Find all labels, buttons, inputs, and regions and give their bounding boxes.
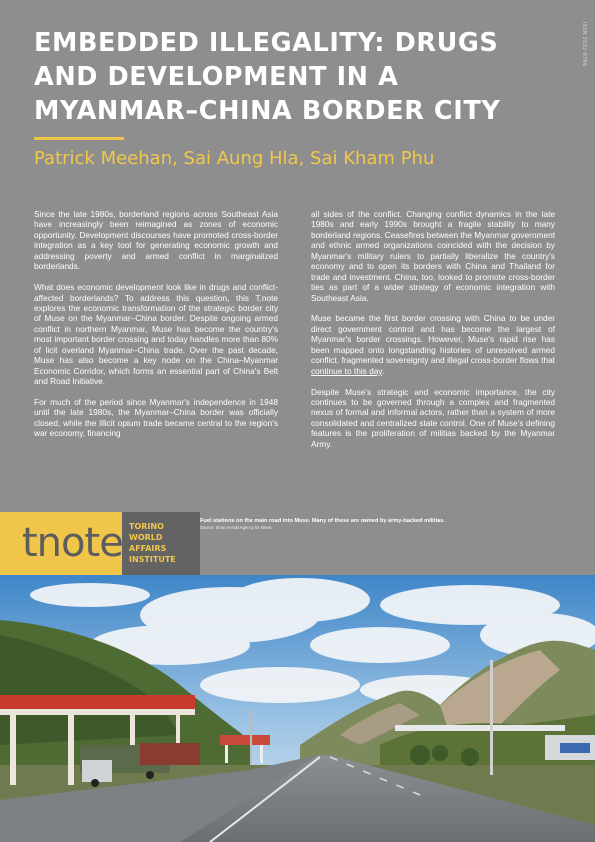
paragraph-text: Muse became the first border crossing with China to be under direct government control and has become the largest of Myanmar's border crossings. However, Muse's rapid rise has been mapped onto longstanding histories of unresolved armed conflict, fragmented sovereignty and illegal cross-border flows that: [311, 313, 555, 366]
institute-line: TORINO: [129, 522, 164, 531]
paragraph: Since the late 1980s, borderland regions across Southeast Asia have increasingly been reimagined as zones of economic opportunity. Development discourses have promoted cross-border integration as a key tool for generating economic growth and addressing poverty and armed conflict in marginalized borderlands.: [34, 209, 278, 272]
continue-to-this-day-link[interactable]: continue to this day: [311, 365, 382, 376]
institute-line: AFFAIRS: [129, 544, 167, 553]
institute-line: INSTITUTE: [129, 555, 176, 564]
tnote-logo: tnote: [22, 520, 123, 566]
institute-line: WORLD: [129, 533, 163, 542]
caption-text: Fuel stations on the main road into Muse. Many of these are owned by army-backed militias.: [200, 518, 445, 524]
paragraph: What does economic development look like in drugs and conflict-affected borderlands? To address this question, this T.note explores the economic transformation of the strategic border city of Muse on the Myanmar–China border. Despite ongoing armed conflict in northern Myanmar, Muse has become the country's most important border crossing and today handles more than 80% of licit overland Myanmar–China trade. Over the past decade, Muse has also become a key node on the China–Myanmar Economic Corridor, which forms an essential part of China's Belt and Road Initiative.: [34, 282, 278, 387]
paragraph: all sides of the conflict. Changing conflict dynamics in the late 1980s and early 1990s brought a fragile stability to many borderland regions. Ceasefires between the Myanmar government and ethnic armed organizations coincided with the decision by Myanmar's military rulers to partially liberalize the country's economy and to open its borders with China and Thailand for trade and investment. China, too, looked to promote cross-border ties as part of a wider strategy of economic integration with Southeast Asia.: [311, 209, 555, 303]
authors: Patrick Meehan, Sai Aung Hla, Sai Kham Phu: [34, 148, 435, 169]
road-photo: [0, 575, 595, 842]
title-underline: [34, 137, 124, 140]
paragraph-end: .: [381, 365, 385, 376]
body-column-right: [311, 209, 555, 460]
tnote-logo-panel: [0, 512, 122, 575]
issn-number: ISSN 2532-9766: [581, 22, 587, 67]
body-column-left: [34, 209, 278, 449]
caption-source: Source: Shan Herald Agency for News: [200, 525, 272, 530]
paragraph: [311, 313, 555, 376]
page-title: EMBEDDED ILLEGALITY: DRUGS AND DEVELOPMENT IN A MYANMAR–CHINA BORDER CITY: [34, 28, 501, 126]
tnote-brand-box: [0, 512, 200, 575]
paragraph: For much of the period since Myanmar's independence in 1948 until the late 1980s, the Myanmar–China border was officially closed, while the illicit opium trade became central to the region's war economy, financing: [34, 397, 278, 439]
photo-caption: [200, 518, 580, 531]
institute-name: [129, 521, 189, 565]
paragraph: Despite Muse's strategic and economic importance, the city continues to be governed through a complex and fragmented nexus of formal and informal actors, rather than a system of more consolidated and centralized state control. One of Muse's defining features is the proliferation of militias backed by the Myanmar Army.: [311, 386, 555, 449]
